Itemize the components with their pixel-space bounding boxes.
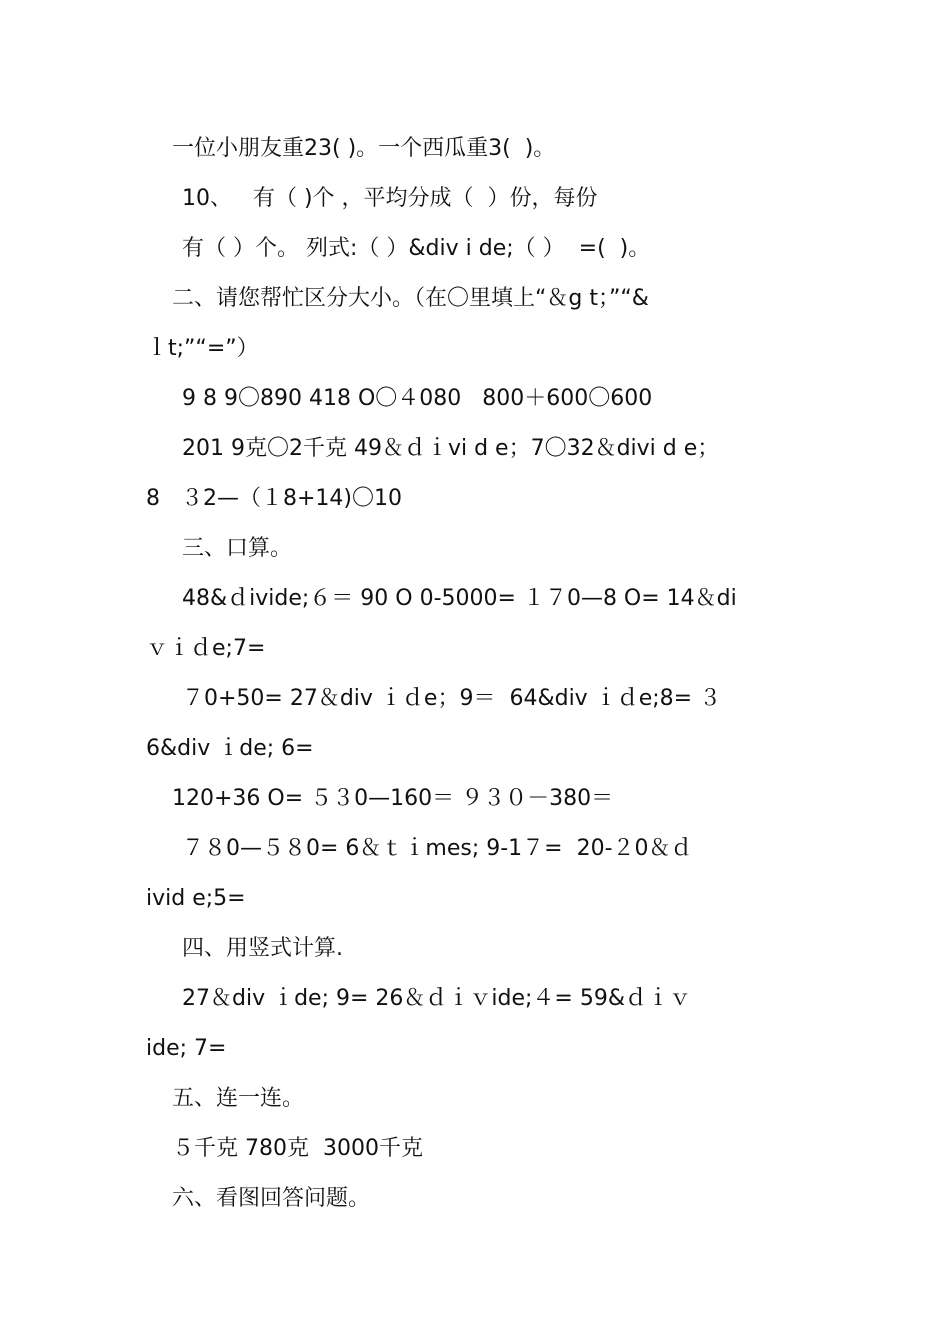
text-line: ７８0—５８0= 6＆ｔｉmes; 9-1７= 20-２0＆ｄ: [182, 836, 693, 861]
text-line: ７0+50= 27＆div ｉｄe；9＝ 64&div ｉｄe;8= ３: [182, 686, 722, 711]
text-line: 10、 有（ )个 ，平均分成（ ）份，每份: [182, 186, 598, 211]
text-line: 6&div ｉde; 6=: [146, 736, 314, 761]
text-line: 8 ３2—（１8+14)〇10: [146, 486, 402, 511]
text-line: ５千克 780克 3000千克: [172, 1136, 423, 1161]
section-heading: 二、请您帮忙区分大小。（在〇里填上“＆g t；”“&: [172, 286, 649, 311]
section-heading: 五、连一连。: [172, 1086, 305, 1111]
section-heading: 三、口算。: [182, 536, 293, 561]
text-line: ｖｉｄe;7=: [146, 636, 266, 661]
text-line: 120+36 O= ５３0—160＝ ９３０－380＝: [172, 786, 614, 811]
text-line: 有（ ）个。 列式:（ ）&div i de;（ ） =( )。: [182, 236, 651, 261]
text-line: 一位小朋友重23( )。一个西瓜重3( )。: [172, 136, 556, 161]
text-line: 27＆div ｉde; 9= 26＆ｄｉｖide;４= 59&ｄｉｖ: [182, 986, 692, 1011]
text-line: ｌt;”“=”）: [146, 336, 259, 361]
text-line: 9 8 9〇890 418 O〇４080 800＋600〇600: [182, 386, 653, 411]
section-heading: 四、用竖式计算.: [182, 936, 343, 961]
section-heading: 六、看图回答问题。: [172, 1186, 371, 1211]
text-line: ivid e;5=: [146, 886, 246, 911]
text-line: 48&ｄivide;６＝ 90 O 0-5000= １７0—8 O= 14＆di: [182, 586, 737, 611]
text-line: ide; 7=: [146, 1036, 227, 1061]
text-line: 201 9克〇2千克 49＆ｄｉvi d e；7〇32＆divi d e；: [182, 436, 720, 461]
